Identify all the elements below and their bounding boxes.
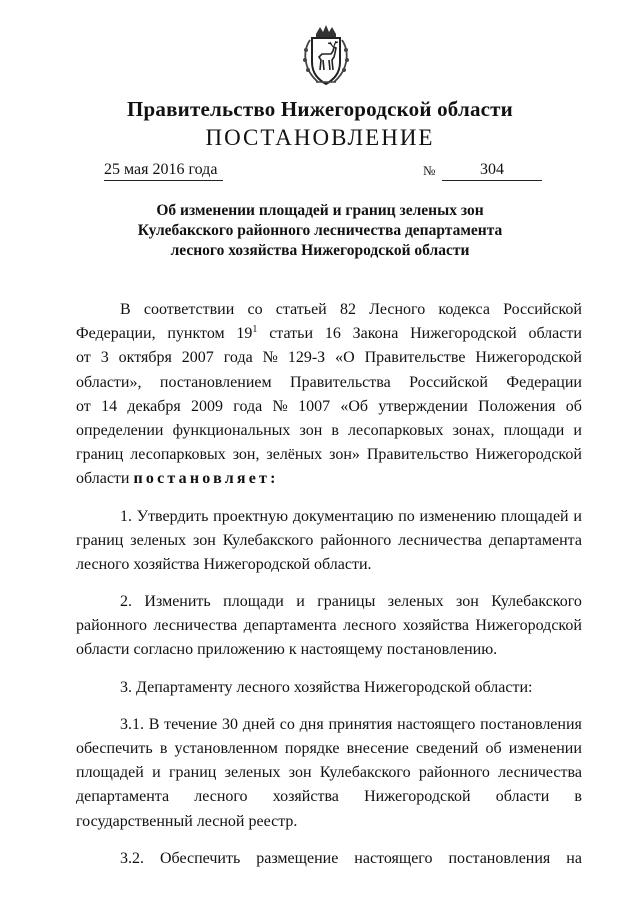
body-line (76, 847, 582, 871)
word: лесопарковых (348, 421, 444, 439)
word: в (574, 788, 582, 806)
word: и (573, 507, 582, 525)
word: со (247, 301, 263, 318)
word: границы (317, 593, 376, 611)
word: лесного (194, 788, 248, 806)
word: изменению (419, 507, 497, 525)
issuing-authority: Правительство Нижегородской области (127, 97, 513, 121)
word: 82 (339, 301, 356, 318)
word: лесничества (398, 531, 482, 549)
word: документацию (292, 507, 394, 525)
word: октября (118, 349, 172, 367)
word: лесничества (153, 617, 238, 635)
word: кодекса (438, 301, 490, 318)
word: зелёных (266, 446, 323, 464)
word: области», (76, 373, 142, 391)
body-line (76, 371, 582, 395)
word: настоящего (397, 715, 476, 733)
body-line: области согласно приложению к настоящему постановлению. (76, 641, 498, 659)
word: функциональных (172, 421, 291, 439)
text: области (76, 470, 134, 488)
word: со (279, 715, 295, 733)
word: Кулебакского (222, 531, 314, 549)
body-line (76, 346, 582, 370)
word: сведений (415, 740, 479, 757)
body-line (76, 322, 582, 346)
word: Российской (409, 373, 488, 391)
body-line (76, 761, 582, 785)
word: соответствии (143, 301, 235, 318)
word: границ (76, 446, 124, 464)
word: утверждении (378, 397, 468, 415)
word: об (565, 397, 582, 415)
word: принятия (328, 715, 393, 733)
word: декабря (127, 397, 181, 415)
coat-of-arms-icon (298, 24, 354, 88)
word: года (223, 349, 253, 367)
word: площади (503, 421, 565, 439)
body-line (76, 737, 582, 761)
word: 16 (324, 325, 341, 343)
word: площадей (500, 507, 569, 525)
word: Нижегородской (410, 325, 517, 343)
word: и (573, 421, 582, 439)
word: определении (76, 421, 164, 439)
word: постановлением (159, 373, 272, 391)
document-type: ПОСТАНОВЛЕНИЕ (205, 125, 435, 150)
word: постановления (448, 849, 551, 867)
word: Лесного (369, 301, 426, 318)
word: «Об (340, 397, 369, 415)
word: «О (335, 349, 355, 367)
word: хозяйства (402, 617, 469, 635)
document-body (76, 298, 582, 871)
word: Правительства (290, 373, 391, 391)
word: 3 (100, 349, 109, 367)
word: Российской (503, 301, 582, 318)
word: порядке (284, 740, 340, 757)
word: № (272, 397, 288, 415)
body-line (76, 298, 582, 322)
word: границ (168, 764, 217, 782)
title-line: Об изменении площадей и границ зеленых зон (156, 202, 484, 219)
word: Правительстве (364, 349, 466, 367)
word: площади (223, 593, 284, 611)
word: Нижегородской (475, 446, 582, 464)
body-line (76, 443, 582, 467)
resolution-word: постановляет: (133, 470, 279, 488)
word: настоящего (354, 849, 433, 867)
word: зон» (329, 446, 360, 464)
word: обеспечить (76, 740, 153, 757)
word: зон (193, 531, 216, 549)
word: и (296, 593, 305, 611)
word: № (262, 349, 278, 367)
body-line (76, 529, 582, 553)
word: пунктом (167, 325, 225, 343)
body-line: 3. Департаменту лесного хозяйства Нижегородской области: (120, 678, 533, 696)
body-line (76, 395, 582, 419)
document-date: 25 мая 2016 года (104, 160, 223, 181)
word: департамента (76, 788, 170, 806)
word: размещение (256, 849, 339, 867)
title-line: лесного хозяйства Нижегородской области (170, 242, 470, 259)
word: Закона (352, 325, 399, 343)
word: Кулебакского (491, 593, 582, 611)
word: по (398, 507, 415, 525)
word: зон (288, 764, 312, 782)
word: границ (76, 531, 124, 549)
word: зон (299, 421, 323, 439)
word: 2. (120, 593, 132, 611)
word: постановления (480, 715, 582, 733)
word: статьей (275, 301, 327, 318)
body-line (76, 590, 582, 614)
word: года (233, 397, 263, 415)
document-title (0, 201, 640, 261)
word: зеленых (130, 531, 187, 549)
word: дня (299, 715, 324, 733)
word: изменении (508, 740, 582, 757)
word: внесение (346, 740, 409, 757)
word: Утвердить (136, 507, 209, 525)
superscript: 1 (252, 324, 258, 336)
word: статьи (269, 325, 314, 343)
word: 1007 (298, 397, 331, 415)
word: районного (76, 617, 147, 635)
word: от (76, 349, 91, 367)
body-line (76, 614, 582, 638)
word: 3.1. (120, 715, 144, 733)
word: В (120, 301, 131, 318)
word: зеленых (224, 764, 281, 782)
title-line: Кулебакского районного лесничества департамента (137, 222, 503, 239)
word: проектную (213, 507, 289, 525)
word: департамента (488, 531, 582, 549)
word: 30 (221, 715, 238, 733)
word: 14 (101, 397, 118, 415)
word: В (148, 715, 160, 733)
word: Кулебакского (319, 764, 411, 782)
word: 2007 (181, 349, 214, 367)
word: $19^1$ (236, 324, 258, 343)
word: лесопарковых (130, 446, 226, 464)
word: в (159, 740, 168, 757)
word: площадей (76, 764, 144, 782)
word: зон, (232, 446, 260, 464)
word: Изменить (144, 593, 211, 611)
word: лесничества (498, 764, 582, 782)
word: 129-З (287, 349, 326, 367)
body-line: государственный лесной реестр. (76, 812, 298, 830)
word: лесного (343, 617, 397, 635)
word: области (528, 325, 582, 343)
word: зон (456, 593, 479, 611)
word: установленном (174, 740, 278, 757)
body-line (76, 713, 582, 737)
body-line (76, 419, 582, 443)
body-line (76, 505, 582, 529)
word: на (566, 849, 582, 867)
word: Федерации (506, 373, 582, 391)
word: районного (418, 764, 490, 782)
word: 1. (120, 507, 132, 525)
word: и (152, 764, 161, 782)
document-number: 304 (442, 160, 542, 181)
word: Нижегородской (364, 788, 471, 806)
number-label: № (423, 163, 436, 178)
word: от (76, 397, 91, 415)
word: департамента (243, 617, 337, 635)
word: хозяйства (272, 788, 339, 806)
word: течение (164, 715, 218, 733)
word: Нижегородской (475, 349, 582, 367)
word: в (331, 421, 339, 439)
word: 2009 (191, 397, 223, 415)
word: дней (242, 715, 276, 733)
body-line (76, 785, 582, 809)
word: 3.2. (120, 849, 144, 867)
word: районного (320, 531, 392, 549)
word: зеленых (387, 593, 444, 611)
word: Положения (478, 397, 556, 415)
body-line (76, 467, 582, 491)
body-line: лесного хозяйства Нижегородской области. (76, 555, 372, 573)
word: зонах, (452, 421, 495, 439)
word: Федерации, (76, 325, 156, 343)
word: об (485, 740, 502, 757)
word: Обеспечить (159, 849, 241, 867)
word: области (495, 788, 550, 806)
word: Нижегородской (475, 617, 582, 635)
word: Правительство (366, 446, 469, 464)
